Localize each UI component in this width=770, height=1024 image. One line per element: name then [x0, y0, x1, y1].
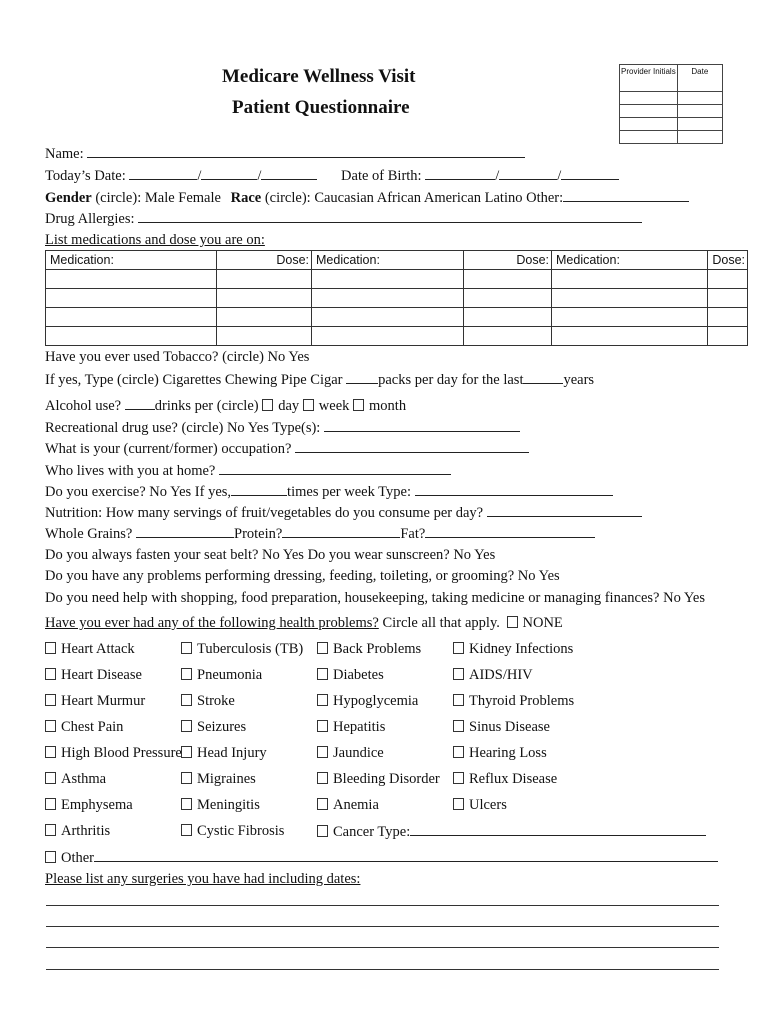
dose-cell[interactable]: [217, 327, 312, 346]
date-cell[interactable]: [677, 92, 722, 105]
health-problems-heading: Have you ever had any of the following health problems?: [45, 615, 379, 631]
dob-label: Date of Birth:: [341, 168, 422, 184]
slash: /: [257, 168, 262, 184]
month-checkbox[interactable]: [353, 399, 364, 411]
fat-field[interactable]: [425, 524, 595, 538]
name-row: [45, 144, 525, 163]
drinks-field[interactable]: [125, 396, 155, 410]
checkbox[interactable]: [453, 694, 464, 706]
other-row: [45, 848, 718, 867]
years-label: years: [563, 372, 595, 388]
checkbox[interactable]: [181, 746, 192, 758]
packs-field[interactable]: [346, 370, 378, 384]
dose-cell[interactable]: [464, 289, 552, 308]
dose-cell[interactable]: [708, 327, 748, 346]
checkbox[interactable]: [317, 720, 328, 732]
tobacco-type-label: If yes, Type (circle) Cigarettes Chewing Pipe Cigar: [45, 372, 343, 388]
condition-item[interactable]: AIDS/HIV: [453, 666, 533, 684]
form-subtitle: Patient Questionnaire: [232, 97, 410, 118]
race-label: Race: [230, 190, 262, 206]
condition-item[interactable]: Heart Disease: [45, 666, 142, 684]
todays-date-label: Today’s Date:: [45, 168, 126, 184]
surgery-line[interactable]: [46, 947, 719, 948]
dose-cell[interactable]: [708, 308, 748, 327]
condition-item[interactable]: Ulcers: [453, 796, 507, 814]
nutrition-label: Nutrition: How many servings of fruit/vegetables do you consume per day?: [45, 505, 484, 521]
protein-label: Protein?: [234, 526, 283, 542]
date-cell[interactable]: [677, 131, 722, 144]
surgery-line[interactable]: [46, 926, 719, 927]
checkbox[interactable]: [45, 720, 56, 732]
circle-hint: (circle):: [95, 190, 142, 206]
condition-item[interactable]: Reflux Disease: [453, 770, 557, 788]
condition-item[interactable]: Seizures: [181, 718, 246, 736]
date-label: Date: [677, 65, 722, 92]
grains-label: Whole Grains?: [45, 526, 133, 542]
med-cell[interactable]: [552, 270, 708, 289]
name-label: Name:: [45, 146, 84, 162]
condition-item[interactable]: Meningitis: [181, 796, 260, 814]
condition-item[interactable]: Heart Murmur: [45, 692, 145, 710]
checkbox[interactable]: [181, 772, 192, 784]
grains-row: [45, 524, 595, 543]
alcohol-label: Alcohol use?: [45, 398, 122, 414]
dob-year[interactable]: [561, 166, 619, 180]
health-problems-row: [45, 614, 563, 632]
checkbox[interactable]: [317, 798, 328, 810]
race-options[interactable]: Caucasian African American Latino Other:: [314, 190, 564, 206]
dose-cell[interactable]: [464, 327, 552, 346]
checkbox[interactable]: [453, 668, 464, 680]
slash: /: [197, 168, 202, 184]
condition-item[interactable]: Kidney Infections: [453, 640, 573, 658]
med-cell[interactable]: [312, 289, 464, 308]
drinks-label: drinks per (circle): [154, 398, 259, 414]
slash: /: [557, 168, 562, 184]
gender-race-row: [45, 188, 689, 207]
dose-cell[interactable]: [217, 289, 312, 308]
dose-header: Dose:: [464, 251, 552, 270]
condition-item[interactable]: Migraines: [181, 770, 256, 788]
seatbelt-question: Do you always fasten your seat belt? No Yes Do you wear sunscreen? No Yes: [45, 547, 496, 563]
exercise-label: Do you exercise? No Yes If yes,: [45, 484, 232, 500]
circle-all-label: Circle all that apply.: [382, 615, 500, 631]
med-cell[interactable]: [46, 327, 217, 346]
condition-item[interactable]: Sinus Disease: [453, 718, 550, 736]
checkbox[interactable]: [181, 824, 192, 836]
checkbox[interactable]: [45, 668, 56, 680]
occupation-label: What is your (current/former) occupation?: [45, 441, 292, 457]
provider-cell[interactable]: [620, 131, 678, 144]
checkbox[interactable]: [453, 642, 464, 654]
week-checkbox[interactable]: [303, 399, 314, 411]
grains-field[interactable]: [136, 524, 234, 538]
dose-cell[interactable]: [708, 289, 748, 308]
dob-month[interactable]: [425, 166, 495, 180]
condition-item[interactable]: Asthma: [45, 770, 106, 788]
medication-table: [45, 250, 748, 346]
none-label: NONE: [522, 615, 563, 631]
condition-item[interactable]: Cancer Type:: [317, 822, 706, 841]
help-question: Do you need help with shopping, food preparation, housekeeping, taking medicine or managing finances? No Yes: [45, 590, 706, 606]
week-label: week: [318, 398, 350, 414]
conditions-grid: [45, 640, 745, 840]
allergies-row: [45, 209, 642, 228]
med-cell[interactable]: [552, 327, 708, 346]
med-cell[interactable]: [46, 308, 217, 327]
nutrition-field[interactable]: [487, 503, 642, 517]
slash: /: [495, 168, 500, 184]
other-field[interactable]: [94, 848, 718, 862]
gender-label: Gender: [45, 190, 92, 206]
nutrition-row: [45, 503, 642, 522]
med-cell[interactable]: [46, 270, 217, 289]
dose-header: Dose:: [217, 251, 312, 270]
med-cell[interactable]: [552, 289, 708, 308]
day-checkbox[interactable]: [262, 399, 273, 411]
checkbox[interactable]: [45, 746, 56, 758]
checkbox[interactable]: [45, 772, 56, 784]
condition-item[interactable]: Arthritis: [45, 822, 110, 840]
dose-header: Dose:: [708, 251, 748, 270]
checkbox[interactable]: [181, 798, 192, 810]
checkbox[interactable]: [453, 772, 464, 784]
checkbox[interactable]: [317, 642, 328, 654]
other-label: Other: [61, 850, 95, 866]
condition-item[interactable]: Stroke: [181, 692, 235, 710]
condition-item[interactable]: Bleeding Disorder: [317, 770, 440, 788]
todays-date-month[interactable]: [129, 166, 197, 180]
todays-date-day[interactable]: [201, 166, 257, 180]
condition-item[interactable]: Heart Attack: [45, 640, 135, 658]
date-row: [45, 166, 619, 185]
checkbox[interactable]: [317, 772, 328, 784]
adl-question: Do you have any problems performing dressing, feeding, toileting, or grooming? No Yes: [45, 568, 560, 584]
exercise-times-field[interactable]: [231, 482, 287, 496]
checkbox[interactable]: [181, 668, 192, 680]
years-field[interactable]: [523, 370, 563, 384]
recreational-field[interactable]: [324, 418, 520, 432]
checkbox[interactable]: [317, 825, 328, 837]
med-list-heading: List medications and dose you are on:: [45, 232, 265, 248]
condition-item[interactable]: Hypoglycemia: [317, 692, 418, 710]
checkbox[interactable]: [45, 642, 56, 654]
condition-row: [45, 640, 745, 666]
checkbox[interactable]: [181, 720, 192, 732]
checkbox[interactable]: [317, 746, 328, 758]
packs-label: packs per day for the last: [378, 372, 524, 388]
provider-box: [619, 64, 723, 144]
condition-item[interactable]: Tuberculosis (TB): [181, 640, 303, 658]
tobacco-question: Have you ever used Tobacco? (circle) No Yes: [45, 349, 310, 365]
exercise-type-field[interactable]: [415, 482, 613, 496]
occupation-row: [45, 439, 529, 458]
surgery-line[interactable]: [46, 905, 719, 906]
surgery-line[interactable]: [46, 969, 719, 970]
checkbox[interactable]: [45, 824, 56, 836]
dose-cell[interactable]: [217, 270, 312, 289]
dose-cell[interactable]: [708, 270, 748, 289]
other-checkbox[interactable]: [45, 851, 56, 863]
form-title: Medicare Wellness Visit: [222, 66, 416, 87]
medication-header: Medication:: [312, 251, 464, 270]
med-cell[interactable]: [312, 270, 464, 289]
condition-item[interactable]: Pneumonia: [181, 666, 262, 684]
condition-item[interactable]: Jaundice: [317, 744, 384, 762]
provider-cell[interactable]: [620, 118, 678, 131]
cancer-type-field[interactable]: [410, 822, 706, 836]
dose-cell[interactable]: [464, 308, 552, 327]
occupation-field[interactable]: [295, 439, 529, 453]
medication-header: Medication:: [552, 251, 708, 270]
fat-label: Fat?: [400, 526, 426, 542]
name-field[interactable]: [87, 144, 525, 158]
med-cell[interactable]: [552, 308, 708, 327]
provider-initials-label: Provider Initials: [620, 65, 678, 92]
protein-field[interactable]: [282, 524, 400, 538]
month-label: month: [369, 398, 407, 414]
condition-item[interactable]: Cystic Fibrosis: [181, 822, 284, 840]
todays-date-year[interactable]: [261, 166, 317, 180]
condition-item[interactable]: Thyroid Problems: [453, 692, 574, 710]
gender-options[interactable]: Male Female: [144, 190, 221, 206]
lives-row: [45, 461, 451, 480]
condition-item[interactable]: Emphysema: [45, 796, 133, 814]
condition-item[interactable]: Hearing Loss: [453, 744, 547, 762]
condition-item[interactable]: Back Problems: [317, 640, 421, 658]
allergies-label: Drug Allergies:: [45, 211, 135, 227]
alcohol-row: [45, 396, 406, 415]
medication-header: Medication:: [46, 251, 217, 270]
tobacco-type-row: [45, 370, 594, 389]
dob-day[interactable]: [499, 166, 557, 180]
checkbox[interactable]: [45, 798, 56, 810]
checkbox[interactable]: [317, 668, 328, 680]
med-cell[interactable]: [312, 308, 464, 327]
times-label: times per week Type:: [287, 484, 411, 500]
race-other-field[interactable]: [563, 188, 689, 202]
dose-cell[interactable]: [217, 308, 312, 327]
med-cell[interactable]: [46, 289, 217, 308]
condition-item[interactable]: Hepatitis: [317, 718, 385, 736]
checkbox[interactable]: [453, 720, 464, 732]
condition-item[interactable]: High Blood Pressure: [45, 744, 182, 762]
circle-hint: (circle):: [264, 190, 311, 206]
recreational-label: Recreational drug use? (circle) No Yes Type(s):: [45, 420, 321, 436]
lives-field[interactable]: [219, 461, 451, 475]
checkbox[interactable]: [453, 798, 464, 810]
date-cell[interactable]: [677, 118, 722, 131]
condition-item[interactable]: Chest Pain: [45, 718, 123, 736]
none-checkbox[interactable]: [507, 616, 518, 628]
surgeries-heading: Please list any surgeries you have had including dates:: [45, 871, 361, 887]
exercise-row: [45, 482, 613, 501]
condition-item[interactable]: Diabetes: [317, 666, 384, 684]
checkbox[interactable]: [317, 694, 328, 706]
provider-cell[interactable]: [620, 92, 678, 105]
dose-cell[interactable]: [464, 270, 552, 289]
day-label: day: [278, 398, 300, 414]
date-cell[interactable]: [677, 105, 722, 118]
checkbox[interactable]: [45, 694, 56, 706]
condition-item[interactable]: Head Injury: [181, 744, 267, 762]
checkbox[interactable]: [181, 642, 192, 654]
checkbox[interactable]: [181, 694, 192, 706]
recreational-row: [45, 418, 520, 437]
condition-item[interactable]: Anemia: [317, 796, 379, 814]
provider-cell[interactable]: [620, 105, 678, 118]
lives-label: Who lives with you at home?: [45, 463, 216, 479]
allergies-field[interactable]: [138, 209, 642, 223]
med-cell[interactable]: [312, 327, 464, 346]
checkbox[interactable]: [453, 746, 464, 758]
